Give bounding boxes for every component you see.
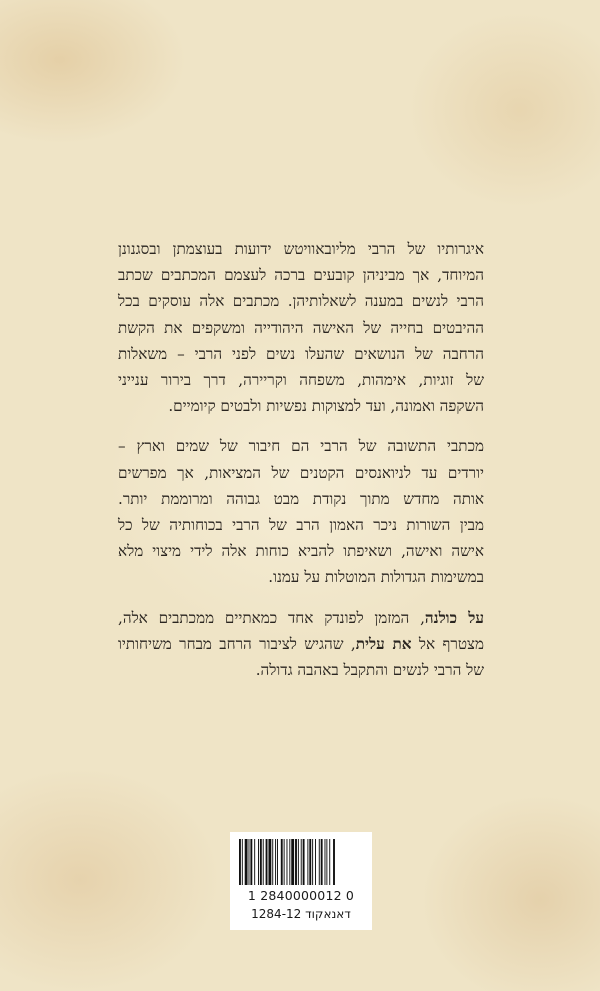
barcode-bar [268, 839, 271, 885]
blurb-line: ההיבטים בחייה של האישה היהודייה ומשקפים את הקשת [118, 318, 484, 337]
barcode-bar [289, 839, 290, 885]
blurb-line: יורדים עד לניואנסים הקטנים של המציאות, אך מפרשים [118, 463, 484, 482]
barcode-bar [275, 839, 276, 885]
barcode-bar [291, 839, 294, 885]
barcode-bar [315, 839, 316, 885]
blurb-line: של הרבי לנשים והתקבל באהבה גדולה. [255, 661, 484, 680]
barcode-bar [329, 839, 330, 885]
barcode-bar [312, 839, 313, 885]
blurb-line-text: , שהגיש לציבור הרחב מבחר משיחותיו [118, 634, 356, 653]
barcode-bar [260, 839, 262, 885]
barcode-bar [281, 839, 283, 885]
barcode-bar [303, 839, 305, 885]
barcode-bar [272, 839, 273, 885]
blurb-line: מבין השורות ניכר האמון הרב של הרבי בכוחותיה של כל [118, 516, 484, 535]
barcode-bar [307, 839, 308, 885]
barcode-label: דאנאקוד 1284-12 [251, 907, 351, 921]
blurb-line: אותה מחדש מתוך נקודת מבט גבוהה ומרוממת יותר. [118, 489, 484, 508]
barcode-bars [237, 839, 365, 885]
barcode-bar [250, 839, 252, 885]
blurb-text [118, 236, 484, 683]
book-title-al-kulana: על כולנה [424, 608, 484, 627]
barcode-bar [309, 839, 311, 885]
barcode-bar [242, 839, 243, 885]
barcode-bar [239, 839, 241, 885]
barcode-bar [266, 839, 268, 885]
barcode-bar [325, 839, 326, 885]
barcode-bar [295, 839, 297, 885]
barcode-bar [319, 839, 320, 885]
blurb-paragraph-2 [118, 433, 484, 590]
barcode-bar [254, 839, 255, 885]
barcode-bar [258, 839, 259, 885]
blurb-line [118, 631, 484, 657]
blurb-line: הרבי לנשים במענה לשאלותיהן. מכתבים אלה עוסקים בכל [118, 292, 484, 311]
blurb-line: איגרותיו של הרבי מליובאוויטש ידועות בעוצמתן ובסגנונן [118, 240, 484, 258]
barcode-bar [263, 839, 264, 885]
blurb-line: המיוחד, אך מביניהן קובעים ברכה לעצמם המכתבים שכתב [118, 266, 484, 285]
barcode-bar [301, 839, 302, 885]
barcode-number: 1 2840000012 0 [247, 888, 355, 903]
blurb-paragraph-3 [118, 605, 484, 684]
blurb-line-text: מצטרף אל [411, 634, 484, 653]
book-title-at-alit: את עלית [355, 634, 412, 653]
blurb-line: של זוגיות, אימהות, משפחה וקריירה, דרך בירור ענייני [118, 371, 484, 390]
blurb-line: מכתבי התשובה של הרבי הם חיבור של שמים וארץ – [118, 437, 484, 456]
blurb-line-text: , המזמן לפונדק אחד כמאתיים ממכתבים אלה, [118, 608, 425, 627]
barcode-bar [298, 839, 299, 885]
barcode-bar [287, 839, 288, 885]
barcode-bar [277, 839, 278, 885]
barcode-bar [326, 839, 327, 885]
barcode-bar [333, 839, 335, 885]
barcode-bar [249, 839, 250, 885]
barcode-bar [245, 839, 248, 885]
barcode [230, 832, 372, 930]
blurb-line: השקפה ואמונה, ועד למצוקות נפשיות ולבטים קיומיים. [168, 397, 484, 416]
barcode-bar [284, 839, 285, 885]
barcode-bar [321, 839, 323, 885]
blurb-line: במשימות הגדולות המוטלות על עמנו. [268, 568, 484, 587]
blurb-paragraph-1 [118, 236, 484, 419]
blurb-line: הרחבה של הנושאים שהעלו נשים לפני הרבי – משאלות [118, 344, 484, 363]
blurb-line [118, 605, 484, 631]
blurb-line: אישה ואישה, ושאיפתו להביא כוחות אלה לידי מיצוי מלא [118, 542, 484, 561]
